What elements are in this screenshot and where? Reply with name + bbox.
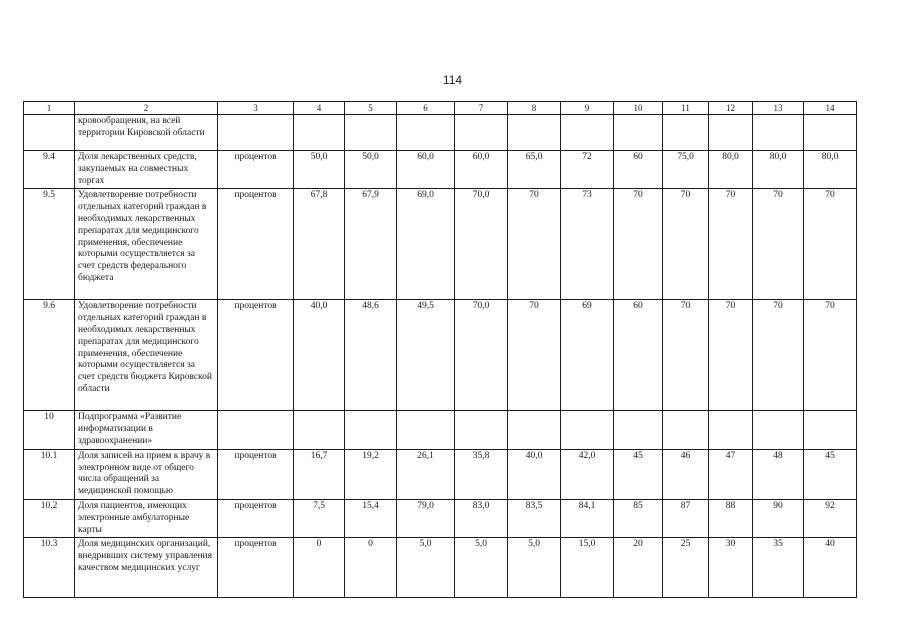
page-number: 114 bbox=[442, 73, 463, 87]
indicators-table bbox=[23, 101, 857, 598]
value-cell bbox=[345, 115, 397, 151]
unit-cell bbox=[218, 411, 294, 449]
column-number-header: 4 bbox=[294, 102, 345, 115]
unit-cell: процентов bbox=[218, 449, 294, 499]
value-cell bbox=[397, 115, 455, 151]
column-number-header: 3 bbox=[218, 102, 294, 115]
value-cell: 7,5 bbox=[294, 499, 345, 537]
table-row bbox=[24, 499, 857, 537]
indicator-name-cell: Доля записей на прием к врачу в электронном виде от общего числа обращений за медицинской помощью bbox=[75, 449, 218, 499]
value-cell: 79,0 bbox=[397, 499, 455, 537]
value-cell: 45 bbox=[804, 449, 857, 499]
column-number-header: 5 bbox=[345, 102, 397, 115]
table-row bbox=[24, 300, 857, 411]
value-cell: 42,0 bbox=[561, 449, 614, 499]
table-row bbox=[24, 538, 857, 598]
value-cell: 84,1 bbox=[561, 499, 614, 537]
indicator-name-cell: Удовлетворение потребности отдельных категорий граждан в необходимых лекарственных препаратах для медицинского применения, обеспечение которыми осуществляется за счет средств федерального бюджета bbox=[75, 189, 218, 300]
value-cell: 75,0 bbox=[663, 151, 709, 189]
column-number-header: 12 bbox=[709, 102, 753, 115]
value-cell: 5,0 bbox=[508, 538, 561, 598]
value-cell: 60 bbox=[614, 300, 663, 411]
unit-cell: процентов bbox=[218, 300, 294, 411]
indicator-name-cell: Подпрограмма «Развитие информатизации в здравоохранении» bbox=[75, 411, 218, 449]
value-cell bbox=[709, 411, 753, 449]
value-cell: 0 bbox=[294, 538, 345, 598]
value-cell: 70 bbox=[753, 189, 804, 300]
value-cell: 26,1 bbox=[397, 449, 455, 499]
value-cell bbox=[804, 411, 857, 449]
value-cell bbox=[663, 411, 709, 449]
value-cell: 70 bbox=[804, 300, 857, 411]
column-number-header: 6 bbox=[397, 102, 455, 115]
value-cell bbox=[804, 115, 857, 151]
value-cell bbox=[561, 115, 614, 151]
value-cell bbox=[455, 115, 508, 151]
value-cell: 80,0 bbox=[753, 151, 804, 189]
column-number-header: 9 bbox=[561, 102, 614, 115]
value-cell: 70,0 bbox=[455, 300, 508, 411]
value-cell: 49,5 bbox=[397, 300, 455, 411]
column-number-header: 1 bbox=[24, 102, 75, 115]
value-cell: 5,0 bbox=[455, 538, 508, 598]
value-cell: 70 bbox=[614, 189, 663, 300]
value-cell bbox=[294, 411, 345, 449]
value-cell: 70 bbox=[663, 300, 709, 411]
column-number-row bbox=[24, 102, 857, 115]
value-cell: 40,0 bbox=[294, 300, 345, 411]
value-cell bbox=[508, 115, 561, 151]
value-cell: 70 bbox=[709, 189, 753, 300]
value-cell: 85 bbox=[614, 499, 663, 537]
value-cell: 20 bbox=[614, 538, 663, 598]
value-cell: 90 bbox=[753, 499, 804, 537]
unit-cell: процентов bbox=[218, 189, 294, 300]
value-cell: 40 bbox=[804, 538, 857, 598]
value-cell: 30 bbox=[709, 538, 753, 598]
row-number-cell: 9.4 bbox=[24, 151, 75, 189]
value-cell: 40,0 bbox=[508, 449, 561, 499]
value-cell: 48 bbox=[753, 449, 804, 499]
column-number-header: 2 bbox=[75, 102, 218, 115]
value-cell: 0 bbox=[345, 538, 397, 598]
value-cell bbox=[455, 411, 508, 449]
value-cell: 83,5 bbox=[508, 499, 561, 537]
value-cell: 47 bbox=[709, 449, 753, 499]
indicator-name-cell: Доля медицинских организаций, внедривших систему управления качеством медицинских услуг bbox=[75, 538, 218, 598]
value-cell bbox=[508, 411, 561, 449]
column-number-header: 14 bbox=[804, 102, 857, 115]
value-cell: 88 bbox=[709, 499, 753, 537]
value-cell: 69 bbox=[561, 300, 614, 411]
indicator-name-cell: Удовлетворение потребности отдельных категорий граждан в необходимых лекарственных препаратах для медицинского применения, обеспечение которыми осуществляется за счет средств бюджета Кировской области bbox=[75, 300, 218, 411]
value-cell: 19,2 bbox=[345, 449, 397, 499]
value-cell bbox=[561, 411, 614, 449]
unit-cell: процентов bbox=[218, 151, 294, 189]
value-cell: 70 bbox=[709, 300, 753, 411]
unit-cell: процентов bbox=[218, 538, 294, 598]
value-cell: 67,8 bbox=[294, 189, 345, 300]
row-number-cell: 9.5 bbox=[24, 189, 75, 300]
value-cell: 73 bbox=[561, 189, 614, 300]
row-number-cell bbox=[24, 115, 75, 151]
value-cell: 70 bbox=[663, 189, 709, 300]
table-row bbox=[24, 449, 857, 499]
column-number-header: 11 bbox=[663, 102, 709, 115]
value-cell: 83,0 bbox=[455, 499, 508, 537]
value-cell: 70 bbox=[508, 300, 561, 411]
value-cell bbox=[753, 411, 804, 449]
value-cell bbox=[294, 115, 345, 151]
value-cell bbox=[753, 115, 804, 151]
value-cell: 87 bbox=[663, 499, 709, 537]
unit-cell: процентов bbox=[218, 499, 294, 537]
value-cell: 50,0 bbox=[345, 151, 397, 189]
value-cell bbox=[614, 411, 663, 449]
value-cell: 70 bbox=[804, 189, 857, 300]
value-cell: 25 bbox=[663, 538, 709, 598]
value-cell: 92 bbox=[804, 499, 857, 537]
value-cell: 35,8 bbox=[455, 449, 508, 499]
value-cell: 65,0 bbox=[508, 151, 561, 189]
table-row bbox=[24, 151, 857, 189]
table-row bbox=[24, 115, 857, 151]
row-number-cell: 10.1 bbox=[24, 449, 75, 499]
table-row bbox=[24, 411, 857, 449]
row-number-cell: 9.6 bbox=[24, 300, 75, 411]
value-cell: 15,0 bbox=[561, 538, 614, 598]
value-cell: 80,0 bbox=[709, 151, 753, 189]
value-cell bbox=[663, 115, 709, 151]
row-number-cell: 10.2 bbox=[24, 499, 75, 537]
column-number-header: 7 bbox=[455, 102, 508, 115]
value-cell: 72 bbox=[561, 151, 614, 189]
value-cell: 48,6 bbox=[345, 300, 397, 411]
value-cell: 67,9 bbox=[345, 189, 397, 300]
value-cell bbox=[397, 411, 455, 449]
value-cell: 70,0 bbox=[455, 189, 508, 300]
indicator-name-cell: кровообращения, на всей территории Кировской области bbox=[75, 115, 218, 151]
value-cell bbox=[345, 411, 397, 449]
value-cell: 45 bbox=[614, 449, 663, 499]
row-number-cell: 10 bbox=[24, 411, 75, 449]
value-cell: 46 bbox=[663, 449, 709, 499]
value-cell: 69,0 bbox=[397, 189, 455, 300]
value-cell: 60,0 bbox=[397, 151, 455, 189]
value-cell bbox=[709, 115, 753, 151]
column-number-header: 10 bbox=[614, 102, 663, 115]
table-row bbox=[24, 189, 857, 300]
value-cell bbox=[614, 115, 663, 151]
column-number-header: 13 bbox=[753, 102, 804, 115]
value-cell: 15,4 bbox=[345, 499, 397, 537]
value-cell: 35 bbox=[753, 538, 804, 598]
value-cell: 60 bbox=[614, 151, 663, 189]
indicator-name-cell: Доля пациентов, имеющих электронные амбулаторные карты bbox=[75, 499, 218, 537]
column-number-header: 8 bbox=[508, 102, 561, 115]
indicator-name-cell: Доля лекарственных средств, закупаемых на совместных торгах bbox=[75, 151, 218, 189]
value-cell: 16,7 bbox=[294, 449, 345, 499]
value-cell: 5,0 bbox=[397, 538, 455, 598]
unit-cell bbox=[218, 115, 294, 151]
value-cell: 80,0 bbox=[804, 151, 857, 189]
value-cell: 70 bbox=[508, 189, 561, 300]
row-number-cell: 10.3 bbox=[24, 538, 75, 598]
value-cell: 60,0 bbox=[455, 151, 508, 189]
value-cell: 50,0 bbox=[294, 151, 345, 189]
value-cell: 70 bbox=[753, 300, 804, 411]
